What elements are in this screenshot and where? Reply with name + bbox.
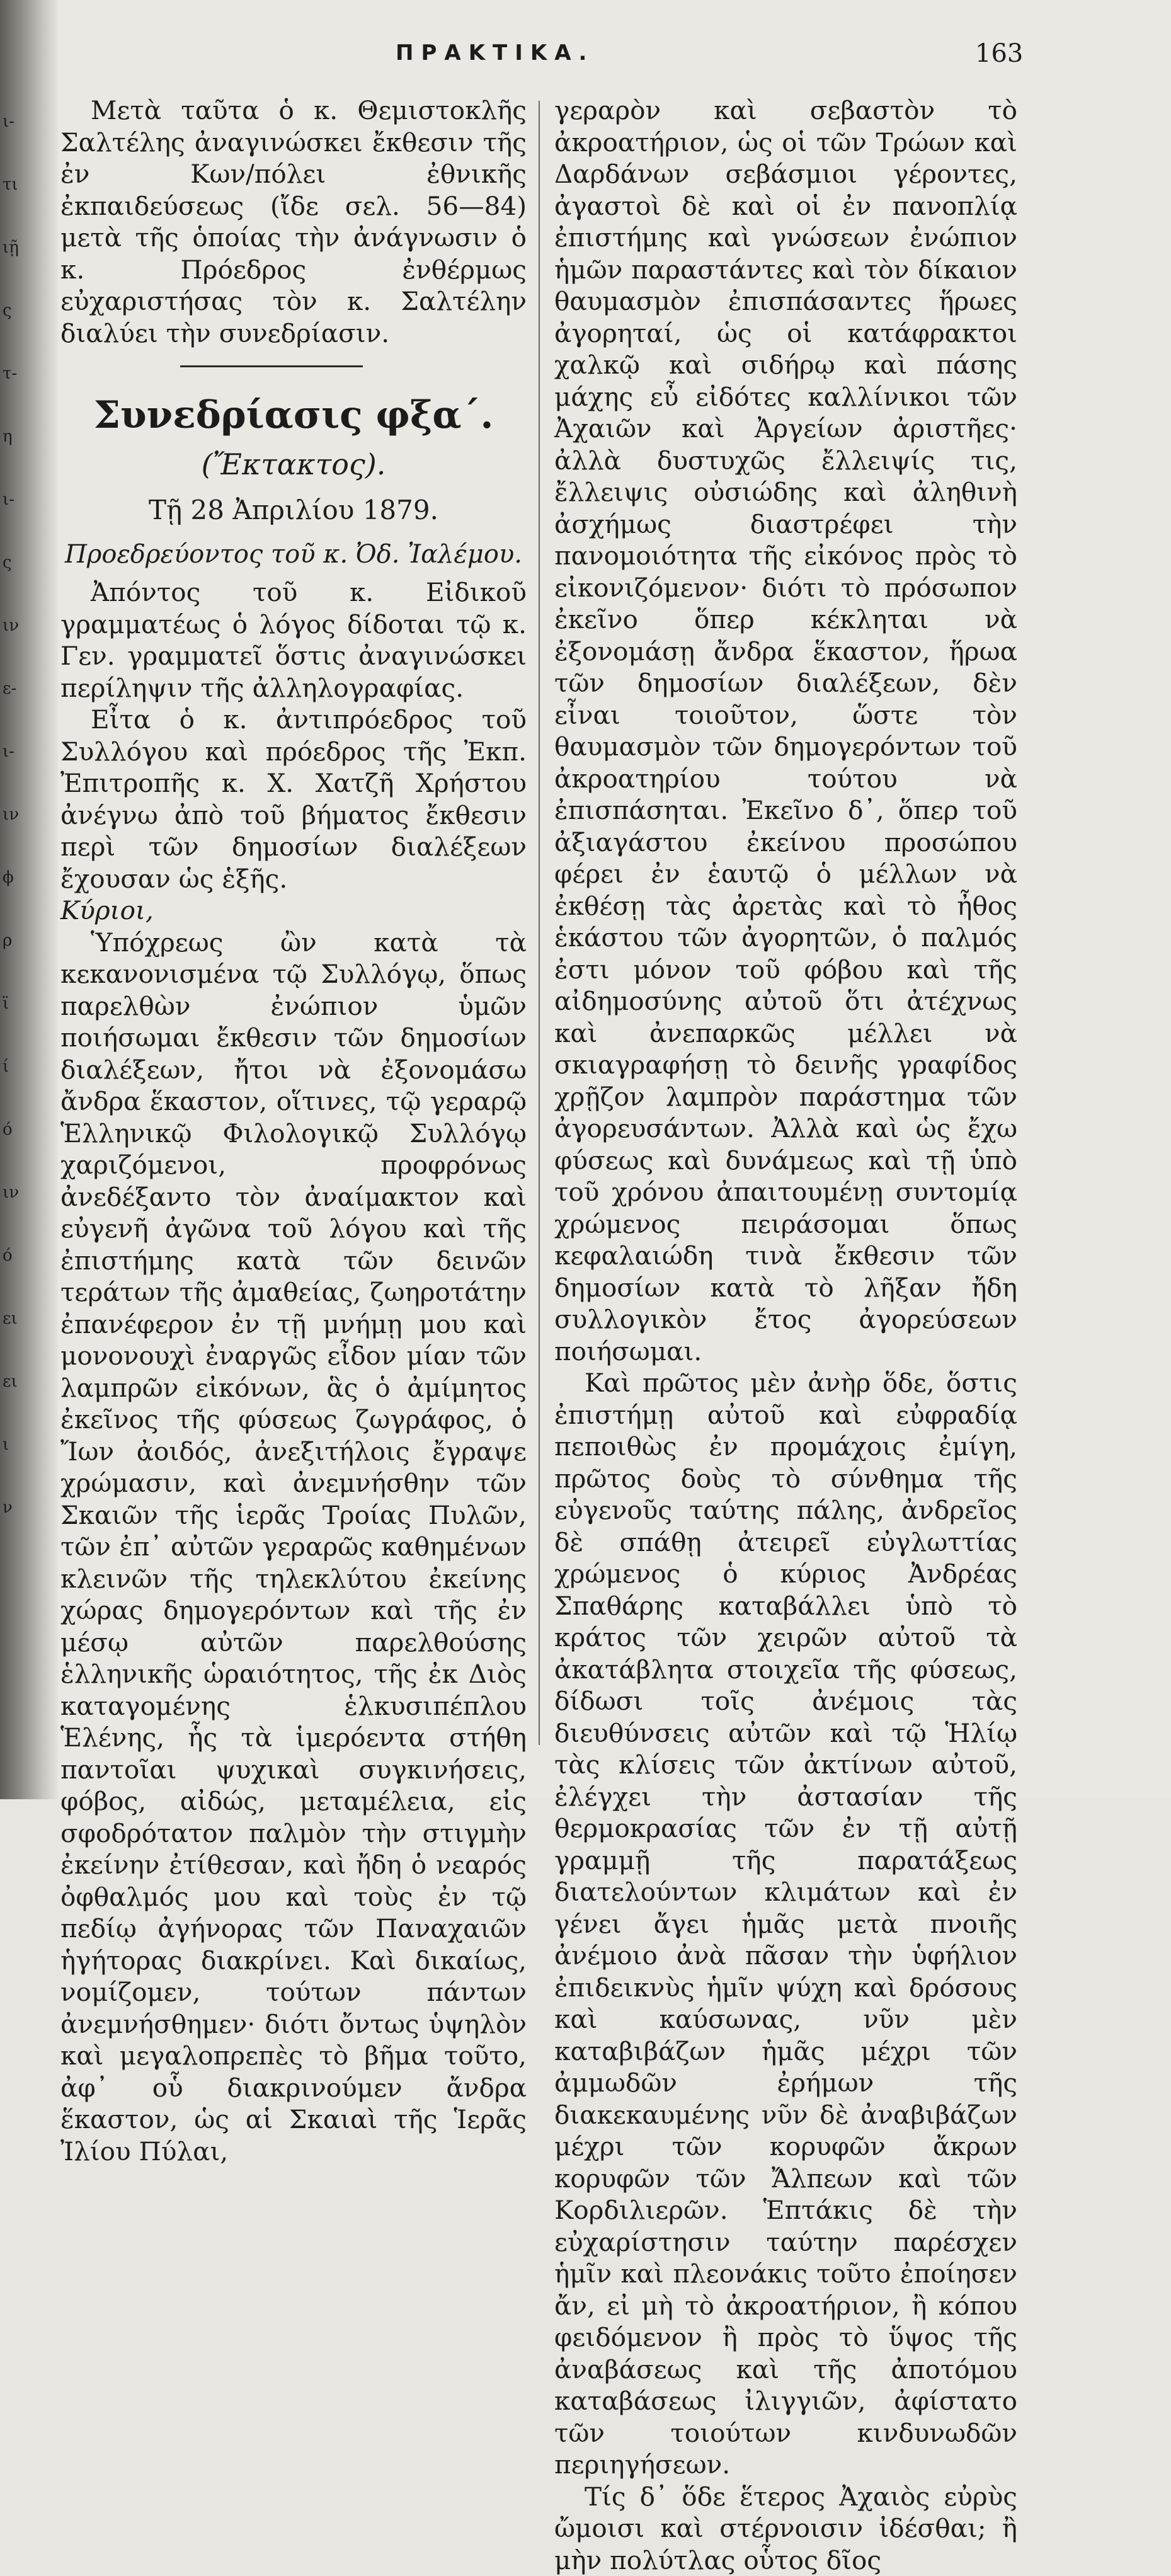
gutter-fragment: ό	[3, 1247, 21, 1264]
session-subtitle: (Ἔκτακτος).	[60, 440, 527, 488]
left-column	[60, 94, 527, 2167]
gutter-fragment: ρ	[3, 932, 21, 949]
gutter-fragment: η	[3, 428, 21, 445]
gutter-fragment: ιν	[3, 617, 21, 634]
gutter-fragment: ί	[3, 1058, 21, 1075]
speech-address: Κύριοι,	[60, 895, 527, 927]
gutter-fragment: ι-	[3, 491, 21, 508]
gutter-fragment: ει	[3, 1373, 21, 1390]
gutter-fragment: ϕ	[3, 869, 21, 886]
gutter-fragment: τι	[3, 176, 21, 193]
closing-paragraph: Τίς δ᾽ ὅδε ἕτερος Ἀχαιὸς εὐρὺς ὤμοισι καὶ στέρνοισιν ἰδέσθαι; ἢ μὴν πολύτλας οὗτος δῖος	[554, 2481, 1017, 2576]
gutter-fragment: ε-	[3, 680, 21, 697]
gutter-fragment: ι	[3, 1436, 21, 1453]
facing-page-edge	[0, 0, 58, 1799]
gutter-fragment: ϊ	[3, 995, 21, 1012]
gutter-fragment: ν	[3, 1499, 21, 1516]
report-paragraph: Εἶτα ὁ κ. ἀντιπρόεδρος τοῦ Συλλόγου καὶ πρόεδρος τῆς Ἐκπ. Ἐπιτροπῆς κ. Χ. Χατζῆ Χρήστου ἀνέγνω ἀπὸ τοῦ βήματος ἔκθεσιν περὶ τῶν δημοσίων διαλέξεων ἔχουσαν ὡς ἑξῆς.	[60, 704, 527, 895]
gutter-fragment: ς	[3, 554, 21, 571]
session-date: Τῇ 28 Ἀπριλίου 1879.	[60, 488, 527, 532]
speech-paragraph: Ὑπόχρεως ὢν κατὰ τὰ κεκανονισμένα τῷ Συλλόγῳ, ὅπως παρελθὼν ἐνώπιον ὑμῶν ποιήσωμαι ἔκθεσιν τῶν δημοσίων διαλέξεων, ἤτοι νὰ ἐξονομάσω ἄνδρα ἕκαστον, οἵτινες, τῷ γεραρῷ Ἑλληνικῷ Φιλολογικῷ Συλλόγῳ χαριζόμενοι, προφρόνως ἀνεδέξαντο τὸν ἀναίμακτον καὶ εὐγενῆ ἀγῶνα τοῦ λόγου καὶ τῆς ἐπιστήμης κατὰ τῶν δεινῶν τεράτων τῆς ἀμαθείας, ζωηροτάτην ἐπανέφερον ἐν τῇ μνήμῃ μου καὶ μονονουχὶ ἐναργῶς εἶδον μίαν τῶν λαμπρῶν εἰκόνων, ἃς ὁ ἀμίμητος ἐκεῖνος τῆς φύσεως ζωγράφος, ὁ Ἴων ἀοιδός, ἀνεξιτήλοις ἔγραψε χρώμασιν, καὶ ἀνεμνήσθην τῶν Σκαιῶν τῆς ἱερᾶς Τροίας Πυλῶν, τῶν ἐπ᾽ αὐτῶν γεραρῶς καθημένων κλεινῶν τῆς τηλεκλύτου ἐκείνης χώρας δημογερόντων καὶ τῆς ἐν μέσῳ αὐτῶν παρελθούσης ἑλληνικῆς ὡραιότητος, τῆς ἐκ Διὸς καταγομένης ἑλκυσιπέπλου Ἑλένης, ἧς τὰ ἱμερόεντα στήθη παντοῖαι ψυχικαὶ συγκινήσεις, φόβος, αἰδώς, μεταμέλεια, εἰς σφοδρότατον παλμὸν τὴν στιγμὴν ἐκείνην ἐτίθεσαν, καὶ ἤδη ὁ νεαρός ὀφθαλμός μου καὶ τοὺς ἐν τῷ πεδίῳ ἀγήνορας τῶν Παναχαιῶν ἡγήτορας διακρίνει. Καὶ δικαίως, νομίζομεν, τούτων πάντων ἀνεμνήσθημεν· διότι ὄντως ὑψηλὸν καὶ μεγαλοπρεπὲς τὸ βῆμα τοῦτο, ἀφ᾽ οὗ διακρινούμεν ἄνδρα ἕκαστον, ὡς αἱ Σκαιαὶ τῆς Ἱερᾶς Ἰλίου Πύλαι,	[60, 927, 527, 2168]
gutter-fragment: ς	[3, 302, 21, 319]
gutter-fragment: ιν	[3, 1184, 21, 1201]
gutter-fragment: τ-	[3, 365, 21, 382]
opening-paragraph: Μετὰ ταῦτα ὁ κ. Θεμιστοκλῆς Σαλτέλης ἀναγινώσκει ἔκθεσιν τῆς ἐν Κων/πόλει ἐθνικῆς ἐκπαιδεύσεως (ἴδε σελ. 56—84) μετὰ τῆς ὁποίας τὴν ἀνάγνωσιν ὁ κ. Πρόεδρος ἐνθέρμως εὐχαριστήσας τὸν κ. Σαλτέλην διαλύει τὴν συνεδρίασιν.	[60, 94, 527, 349]
section-rule	[180, 365, 363, 367]
continued-paragraph: γεραρὸν καὶ σεβαστὸν τὸ ἀκροατήριον, ὡς οἱ τῶν Τρώων καὶ Δαρδάνων σεβάσμιοι γέροντες, ἀγαστοὶ δὲ καὶ οἱ ἐν πανοπλίᾳ ἐπιστήμης καὶ γνώσεων ἐνώπιον ἡμῶν παραστάντες καὶ τὸν δίκαιον θαυμασμὸν ἐπισπάσαντες ἥρωες ἀγορηταί, ὡς οἱ κατάφρακτοι χαλκῷ καὶ σιδήρῳ καὶ πάσης μάχης εὖ εἰδότες καλλίνικοι τῶν Ἀχαιῶν καὶ Ἀργείων ἀριστῆες· ἀλλὰ δυστυχῶς ἔλλειψίς τις, ἔλλειψις οὐσιώδης καὶ ἀληθινὴ ἀσχήμως διαστρέφει τὴν πανομοιότητα τῆς εἰκόνος πρὸς τὸ εἰκονιζόμενον· διότι τὸ πρόσωπον ἐκεῖνο ὅπερ κέκληται νὰ ἐξονομάσῃ ἄνδρα ἕκαστον, ἥρωα τῶν δημοσίων διαλέξεων, δὲν εἶναι τοιοῦτον, ὥστε τὸν θαυμασμὸν τῶν δημογερόντων τοῦ ἀκροατηρίου τούτου νὰ ἐπισπάσηται. Ἐκεῖνο δ᾽, ὅπερ τοῦ ἀξιαγάστου ἐκείνου προσώπου φέρει ἐν ἑαυτῷ ὁ μέλλων νὰ ἐκθέσῃ τὰς ἀρετὰς καὶ τὸ ἦθος ἑκάστου τῶν ἀγορητῶν, ὁ παλμός ἐστι μόνον τοῦ φόβου καὶ τῆς αἰδημοσύνης αὐτοῦ ὅτι ἀτέχνως καὶ ἀνεπαρκῶς μέλλει νὰ σκιαγραφήσῃ τὸ δεινῆς γραφίδος χρῇζον λαμπρὸν παράστημα τῶν ἀγορευσάντων. Ἀλλὰ καὶ ὡς ἔχω φύσεως καὶ δυνάμεως καὶ τῇ ὑπὸ τοῦ χρόνου ἀπαιτουμένῃ συντομίᾳ χρώμενος πειράσομαι ὅπως κεφαλαιώδη τινὰ ἔκθεσιν τῶν δημοσίων κατὰ τὸ λῆξαν ἤδη συλλογικὸν ἔτος ἀγορεύσεων ποιήσωμαι.	[554, 94, 1017, 1367]
gutter-fragment: ει	[3, 1310, 21, 1327]
column-divider	[539, 101, 540, 1745]
gutter-fragment: ιῇ	[3, 239, 21, 256]
right-column	[554, 94, 1017, 2576]
gutter-fragment: ιν	[3, 806, 21, 823]
page-number: 163	[975, 39, 1023, 68]
gutter-fragment: ι-	[3, 113, 21, 130]
spathares-paragraph: Καὶ πρῶτος μὲν ἀνὴρ ὅδε, ὅστις ἐπιστήμῃ αὐτοῦ καὶ εὐφραδίᾳ πεποιθὼς ἐν προμάχοις ἐμίγη, πρῶτος δοὺς τὸ σύνθημα τῆς εὐγενοῦς ταύτης πάλης, ἀνδρεῖος δὲ σπάθῃ ἀτειρεῖ εὐγλωττίας χρώμενος ὁ κύριος Ἀνδρέας Σπαθάρης καταβάλλει ὑπὸ τὸ κράτος τῶν χειρῶν αὐτοῦ τὰ ἀκατάβλητα στοιχεῖα τῆς φύσεως, δίδωσι τοῖς ἀνέμοις τὰς διευθύνσεις αὐτῶν καὶ τῷ Ἡλίῳ τὰς κλίσεις τῶν ἀκτίνων αὐτοῦ, ἐλέγχει τὴν ἀστασίαν τῆς θερμοκρασίας τῶν ἐν τῇ αὐτῇ γραμμῇ τῆς παρατάξεως διατελούντων κλιμάτων καὶ ἐν γένει ἄγει ἡμᾶς μετὰ πνοιῆς ἀνέμοιο ἀνὰ πᾶσαν τὴν ὑφήλιον ἐπιδεικνὺς ἡμῖν ψύχη καὶ δρόσους καὶ καύσωνας, νῦν μὲν καταβιβάζων ἡμᾶς μέχρι τῶν ἀμμωδῶν ἐρήμων τῆς διακεκαυμένης νῦν δὲ ἀναβιβάζων μέχρι τῶν κορυφῶν ἄκρων κορυφῶν τῶν Ἄλπεων καὶ τῶν Κορδιλιερῶν. Ἑπτάκις δὲ τὴν εὐχαρίστησιν ταύτην παρέσχεν ἡμῖν καὶ πλεονάκις τοῦτο ἐποίησεν ἄν, εἰ μὴ τὸ ἀκροατήριον, ἢ κόπου φειδόμενον ἢ πρὸς τὸ ὕψος τῆς ἀναβάσεως καὶ τῆς ἀποτόμου καταβάσεως ἰλιγγιῶν, ἀφίστατο τῶν τοιούτων κινδυνωδῶν περιηγήσεων.	[554, 1367, 1017, 2481]
gutter-fragment: ό	[3, 1121, 21, 1138]
running-head: ΠΡΑΚΤΙΚΑ.	[396, 40, 594, 66]
secretary-paragraph: Ἀπόντος τοῦ κ. Εἰδικοῦ γραμματέως ὁ λόγος δίδοται τῷ κ. Γεν. γραμματεῖ ὅστις ἀναγινώσκει περίληψιν τῆς ἀλληλογραφίας.	[60, 576, 527, 704]
session-title: Συνεδρίασις φξα΄.	[60, 390, 527, 440]
gutter-fragment: ι-	[3, 743, 21, 760]
session-chair: Προεδρεύοντος τοῦ κ. Ὀδ. Ἰαλέμου.	[60, 532, 527, 576]
